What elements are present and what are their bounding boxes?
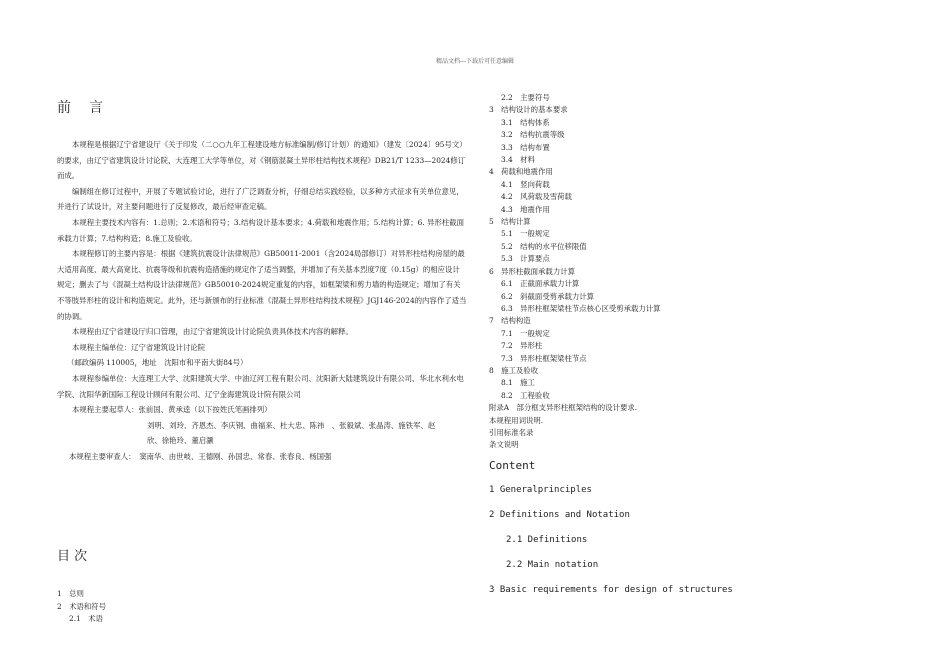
- editor-address: （邮政编码 110005，地址 沈阳市和平南大街84号）: [67, 358, 248, 368]
- toc-item[interactable]: 3.1 结构体系: [501, 117, 550, 127]
- toc-item[interactable]: 3.3 结构布置: [501, 142, 550, 152]
- drafters-label: 本规程主要起草人：张前国、黄承逵（以下按姓氏笔画排列）: [72, 405, 272, 415]
- content-item[interactable]: 2.2 Main notation: [506, 560, 599, 570]
- toc-item[interactable]: 3.2 结构抗震等级: [501, 130, 565, 140]
- page-header-note: 精品文档---下载后可任意编辑: [435, 58, 515, 65]
- toc-item[interactable]: 4.1 竖向荷载: [501, 179, 550, 189]
- toc-item[interactable]: 2.2 主要符号: [501, 93, 550, 102]
- content-item[interactable]: 1 Generalprinciples: [489, 485, 592, 495]
- toc-item[interactable]: 本规程用词说明.: [489, 415, 544, 425]
- toc-item[interactable]: 5.1 一般规定: [501, 229, 550, 239]
- toc-item[interactable]: 8 施工及验收: [489, 365, 539, 375]
- content-item[interactable]: 2 Definitions and Notation: [489, 510, 630, 520]
- preface-paragraph: 本规程主要技术内容有：1.总则；2.术语和符号；3.结构设计基本要求；4.荷载和地震作用；5.结构计算；6. 异形柱截面承载力计算；7.结构构造；8.施工及验收。: [57, 217, 465, 243]
- toc-item[interactable]: 2.1 术语: [69, 614, 103, 623]
- toc-item[interactable]: 7 结构构造: [489, 316, 531, 326]
- toc-item[interactable]: 7.2 异形柱: [501, 341, 543, 351]
- toc-item[interactable]: 3 结构设计的基本要求: [489, 105, 568, 115]
- toc-item[interactable]: 6.2 斜截面受剪承载力计算: [501, 291, 595, 301]
- toc-item[interactable]: 4.2 风荷载及雪荷载: [501, 192, 572, 202]
- toc-item[interactable]: 8.1 施工: [501, 378, 535, 388]
- content-heading: Content: [489, 459, 536, 472]
- toc-item[interactable]: 5.2 结构的水平位移限值: [501, 241, 587, 251]
- drafters-line: 刘明、刘玲、齐恩杰、李庆钢、曲福来、杜大忠、陈祎 、张毅斌、张晶涛、施铁军、赵: [147, 420, 436, 430]
- toc-item[interactable]: 3.4 材料: [501, 155, 535, 165]
- toc-item[interactable]: 1 总则: [57, 589, 84, 598]
- toc-item[interactable]: 7.3 异形柱框架梁柱节点: [501, 353, 587, 363]
- participant-units: 本规程参编单位：大连理工大学、沈阳建筑大学、中油辽河工程有限公司、沈阳新大陆建筑设计有限公司、华北水利水电学院、沈阳华新国际工程设计顾问有限公司、辽宁金海建筑设计院有限公司: [57, 373, 464, 399]
- preface-title-a: 前: [57, 100, 71, 116]
- toc-left-list: [57, 588, 106, 626]
- toc-item[interactable]: 5 结构计算: [489, 217, 531, 227]
- toc-item[interactable]: 2 术语和符号: [57, 601, 107, 611]
- toc-item[interactable]: 4 荷载和地震作用: [489, 167, 553, 177]
- toc-item[interactable]: 6.1 正截面承载力计算: [501, 279, 580, 289]
- drafters-line: 欣、徐艳玲、董启灏: [147, 436, 214, 446]
- preface-paragraph: 本规程修订的主要内容是：根据《建筑抗震设计法律规范》GB50011-2001（含2024局部修订）对异形柱结构房屋的最大适用高度、最大高宽比、抗震等级和抗震构造措施的规定作了适当调整，并增加了有关基本烈度7度（0.15g）的相应设计规定；删去了与《混凝土结构设计法律规范》GB50010-2024规定重复的内容，如框架梁和剪力墙的构造规定；增加了有关不等肢异形柱的设计和构造规定。此外，还与新颁布的行业标准《混凝土异形柱结构技术规程》JGJ146-2024的内容作了适当的协调。: [57, 249, 467, 321]
- toc-item[interactable]: 6 异形柱截面承载力计算: [489, 266, 576, 276]
- preface-heading: [57, 97, 103, 117]
- preface-paragraph: 本规程是根据辽宁省建设厅《关于印发（二○○九年工程建设地方标准编制/修订计划）的通知》（建发〔2024〕95号文）的要求，由辽宁省建筑设计讨论院、大连理工大学等单位，对《钢筋混凝土异形柱结构技术规程》DB21/T 1233—2024修订而成。: [57, 140, 467, 181]
- content-item[interactable]: 2.1 Definitions: [506, 535, 588, 545]
- toc-item[interactable]: 引用标准名录: [489, 427, 534, 437]
- preface-paragraph: 本规程由辽宁省建设厅归口管理，由辽宁省建筑设计讨论院负责具体技术内容的解释。: [72, 327, 353, 337]
- toc-right-list: [489, 92, 661, 452]
- toc-item[interactable]: 4.3 地震作用: [501, 204, 550, 214]
- preface-paragraph: 编制组在修订过程中，开展了专题试验讨论，进行了广泛调查分析，仔细总结实践经验，以多种方式征求有关单位意见，并进行了试设计，对主要问题进行了反复修改，最后经审查定稿。: [57, 186, 464, 212]
- toc-item[interactable]: 5.3 计算要点: [501, 254, 550, 264]
- toc-item[interactable]: 8.2 工程验收: [501, 390, 550, 400]
- toc-item[interactable]: 6.3 异形柱框架梁柱节点核心区受剪承载力计算: [501, 303, 661, 313]
- toc-item[interactable]: 附录A 部分框支异形柱框架结构的设计要求.: [489, 403, 638, 413]
- toc-item[interactable]: 7.1 一般规定: [501, 328, 550, 338]
- reviewers: 本规程主要审查人： 窦南华、由世岐、王德刚、孙国忠、常春、张春良、杨国强: [69, 451, 332, 461]
- preface-body: [57, 137, 467, 464]
- toc-heading: 目 次: [57, 549, 88, 564]
- content-item[interactable]: 3 Basic requirements for design of structures: [489, 585, 733, 595]
- preface-title-b: 言: [89, 100, 103, 116]
- toc-item[interactable]: 条文说明: [489, 440, 519, 450]
- editor-unit: 本规程主编单位：辽宁省建筑设计讨论院: [72, 342, 206, 352]
